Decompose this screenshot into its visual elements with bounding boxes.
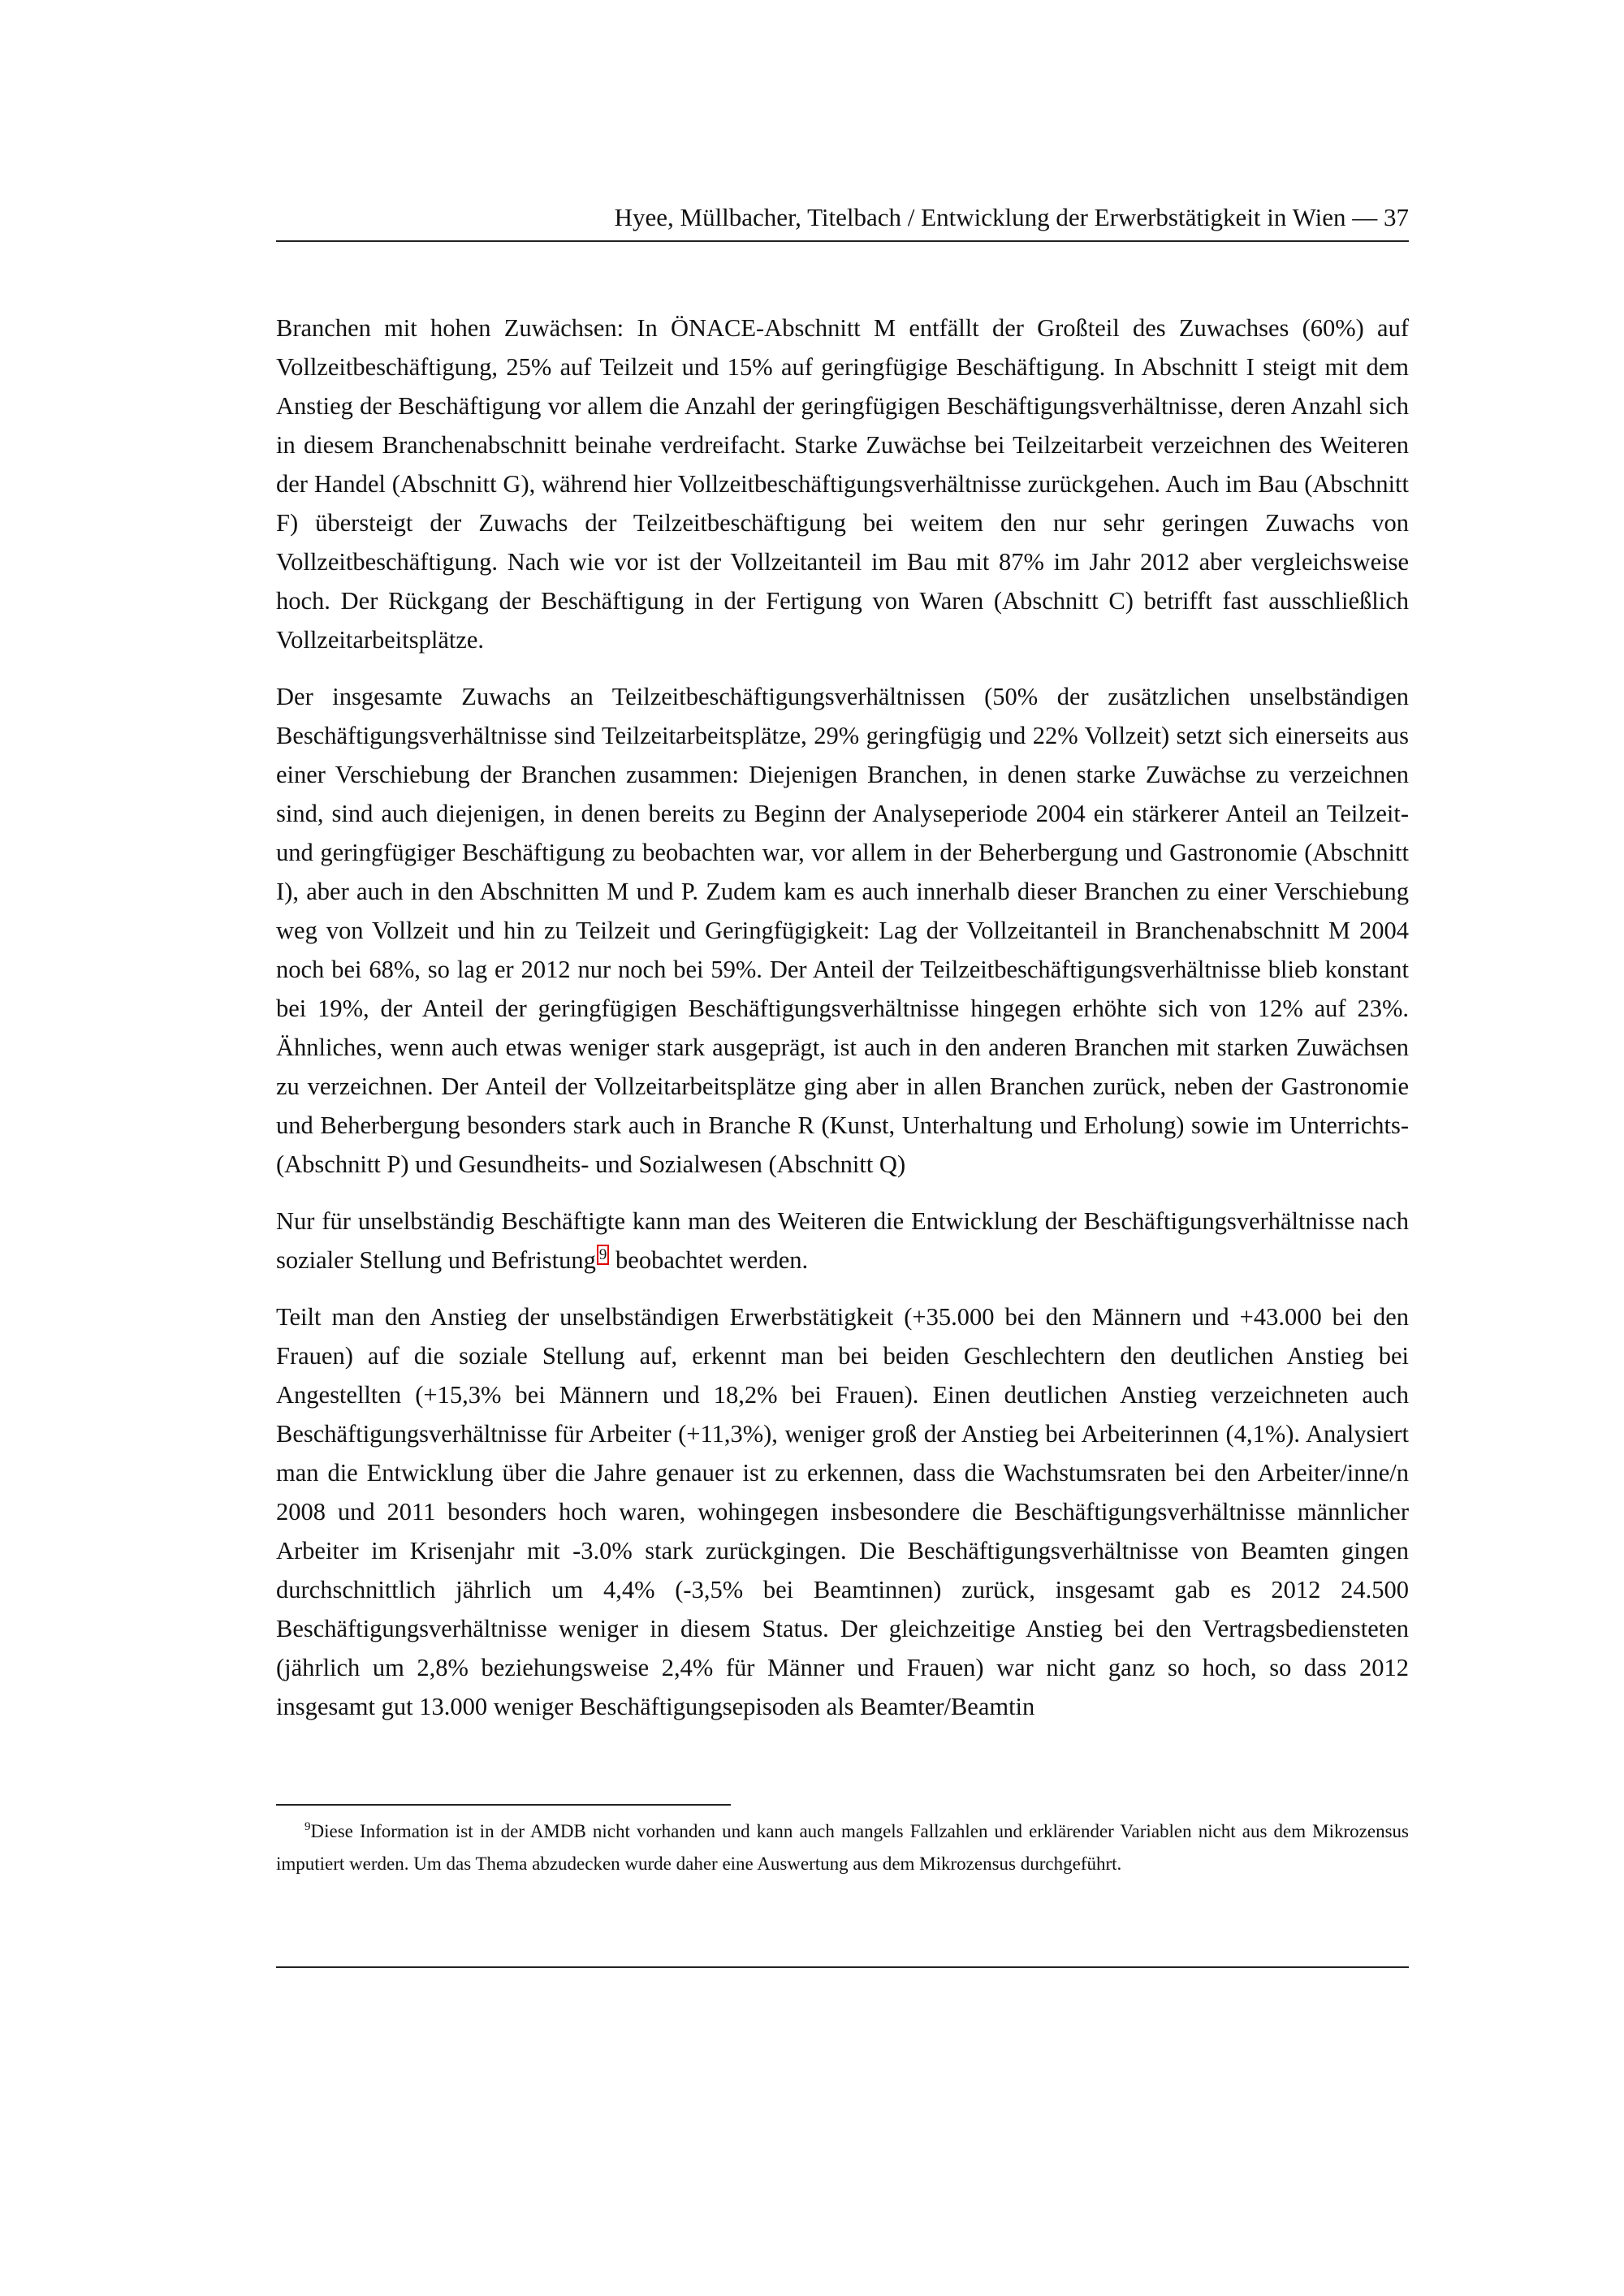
paragraph-branchen: Branchen mit hohen Zuwächsen: In ÖNACE-Abschnitt M entfällt der Großteil des Zuwachses (60%) auf Vollzeitbeschäftigung, 25% auf Teilzeit und 15% auf geringfügige Beschäftigung. In Abschnitt I steigt mit dem Anstieg der Beschäftigung vor allem die Anzahl der geringfügigen Beschäftigungsverhältnisse, deren Anzahl sich in diesem Branchenabschnitt beinahe verdreifacht. Starke Zuwächse bei Teilzeitarbeit verzeichnen des Weiteren der Handel (Abschnitt G), während hier Vollzeitbeschäftigungsverhältnisse zurückgehen. Auch im Bau (Abschnitt F) übersteigt der Zuwachs der Teilzeitbeschäftigung bei weitem den nur sehr geringen Zuwachs von Vollzeitbeschäftigung. Nach wie vor ist der Vollzeitanteil im Bau mit 87% im Jahr 2012 aber vergleichsweise hoch. Der Rückgang der Beschäftigung in der Fertigung von Waren (Abschnitt C) betrifft fast ausschließlich Vollzeitarbeitsplätze.	[276, 314, 1409, 654]
footnote-divider	[276, 1804, 731, 1806]
footnote-number: 9	[304, 1820, 311, 1834]
running-header	[276, 203, 1409, 242]
paragraph-soziale-stellung: Teilt man den Anstieg der unselbständigen Erwerbstätigkeit (+35.000 bei den Männern und +43.000 bei den Frauen) auf die soziale Stellung auf, erkennt man bei beiden Geschlechtern den deutlichen Anstieg bei Angestellten (+15,3% bei Männern und 18,2% bei Frauen). Einen deutlichen Anstieg verzeichneten auch Beschäftigungsverhältnisse für Arbeiter (+11,3%), weniger groß der Anstieg bei Arbeiterinnen (4,1%). Analysiert man die Entwicklung über die Jahre genauer ist zu erkennen, dass die Wachstumsraten bei den Arbeiter/inne/n 2008 und 2011 besonders hoch waren, wohingegen insbesondere die Beschäftigungsverhältnisse männlicher Arbeiter im Krisenjahr mit -3.0% stark zurückgingen. Die Beschäftigungsverhältnisse von Beamten gingen durchschnittlich jährlich um 4,4% (-3,5% bei Beamtinnen) zurück, insgesamt gab es 2012 24.500 Beschäftigungsverhältnisse weniger in diesem Status. Der gleichzeitige Anstieg bei den Vertragsbediensteten (jährlich um 2,8% beziehungsweise 2,4% für Männer und Frauen) war nicht ganz so hoch, so dass 2012 insgesamt gut 13.000 weniger Beschäftigungsepisoden als Beamter/Beamtin	[276, 1303, 1409, 1720]
footnote-9-link[interactable]: 9	[597, 1245, 610, 1265]
paragraph-befristung	[276, 1202, 1409, 1280]
footnote-text: Diese Information ist in der AMDB nicht vorhanden und kann auch mangels Fallzahlen und erklärender Variablen nicht aus dem Mikrozensus imputiert werden. Um das Thema abzudecken wurde daher eine Auswertung aus dem Mikrozensus durchgeführt.	[276, 1821, 1409, 1874]
running-title: Hyee, Müllbacher, Titelbach / Entwicklung der Erwerbstätigkeit in Wien — 37	[614, 203, 1409, 231]
paragraph-teilzeit: Der insgesamte Zuwachs an Teilzeitbeschäftigungsverhältnissen (50% der zusätzlichen unselbständigen Beschäftigungsverhältnisse sind Teilzeitarbeitsplätze, 29% geringfügig und 22% Vollzeit) setzt sich einerseits aus einer Verschiebung der Branchen zusammen: Diejenigen Branchen, in denen starke Zuwächse zu verzeichnen sind, sind auch diejenigen, in denen bereits zu Beginn der Analyseperiode 2004 ein stärkerer Anteil an Teilzeit- und geringfügiger Beschäftigung zu beobachten war, vor allem in der Beherbergung und Gastronomie (Abschnitt I), aber auch in den Abschnitten M und P. Zudem kam es auch innerhalb dieser Branchen zu einer Verschiebung weg von Vollzeit und hin zu Teilzeit und Geringfügigkeit: Lag der Vollzeitanteil in Branchenabschnitt M 2004 noch bei 68%, so lag er 2012 nur noch bei 59%. Der Anteil der Teilzeitbeschäftigungsverhältnisse blieb konstant bei 19%, der Anteil der geringfügigen Beschäftigungsverhältnisse hingegen erhöhte sich von 12% auf 23%. Ähnliches, wenn auch etwas weniger stark ausgeprägt, ist auch in den anderen Branchen mit starken Zuwächsen zu verzeichnen. Der Anteil der Vollzeitarbeitsplätze ging aber in allen Branchen zurück, neben der Gastronomie und Beherbergung besonders stark auch in Branche R (Kunst, Unterhaltung und Erholung) sowie im Unterrichts- (Abschnitt P) und Gesundheits- und Sozialwesen (Abschnitt Q)	[276, 683, 1409, 1178]
page-bottom-rule	[276, 1966, 1409, 1968]
footnote-9	[276, 1815, 1409, 1880]
main-text	[276, 309, 1409, 1744]
befristung-text: Nur für unselbständig Beschäftigte kann man des Weiteren die Entwicklung der Beschäftigungsverhältnisse nach sozialer Stellung und Befristung	[276, 1207, 1409, 1274]
befristung-text-end: beobachtet werden.	[609, 1246, 809, 1274]
